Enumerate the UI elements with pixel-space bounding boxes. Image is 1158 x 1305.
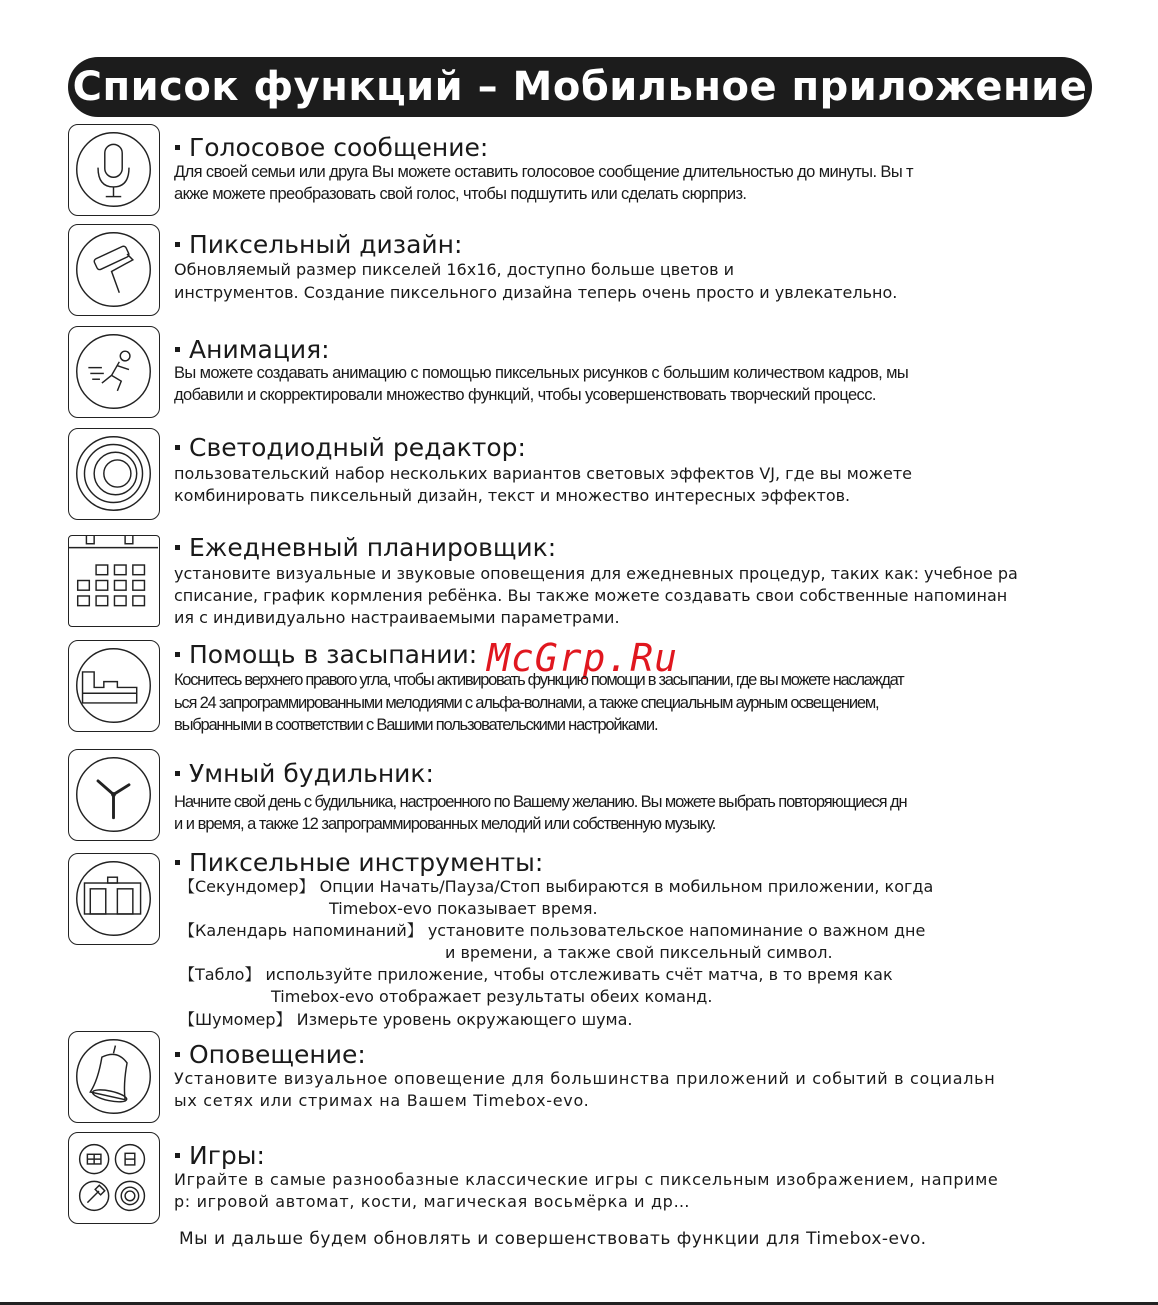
microphone-icon: [68, 124, 160, 216]
feature-text-line: комбинировать пиксельный дизайн, текст и множество интересных эффектов.: [174, 486, 851, 505]
feature-text-line: р: игровой автомат, кости, магическая восьмёрка и др…: [174, 1192, 691, 1211]
feature-text-line: пользовательский набор нескольких вариантов световых эффектов VJ, где вы можете: [174, 464, 913, 483]
feature-text-line: 【Календарь напоминаний】 установите пользовательское напоминание о важном дне: [179, 921, 926, 940]
feature-text-line: Вы можете создавать анимацию с помощью пиксельных рисунков с большим количеством кадров, мы: [174, 364, 909, 382]
feature-text-line: Timebox-evo показывает время.: [329, 899, 598, 918]
page-title: Список функций – Мобильное приложение: [72, 64, 1088, 110]
feature-text-line: выбранными в соответствии с Вашими пользовательскими настройками.: [174, 716, 658, 734]
feature-text-line: 【Табло】 используйте приложение, чтобы отслеживать счёт матча, в то время как: [179, 965, 893, 984]
feature-text-line: Для своей семьи или друга Вы можете оставить голосовое сообщение длительностью до минуты. Вы т: [174, 163, 914, 181]
concentric-rings-icon: [68, 428, 160, 520]
feature-text-line: Играйте в самые разнообазные классические игры с пиксельным изображением, наприме: [174, 1170, 999, 1189]
bed-icon: [68, 640, 160, 732]
feature-title-planner: Ежедневный планировщик:: [175, 533, 556, 562]
feature-text-line: инструментов. Создание пиксельного дизайна теперь очень просто и увлекательно.: [174, 283, 898, 302]
feature-title-alarm: Умный будильник:: [175, 759, 434, 788]
feature-text-line: акже можете преобразовать свой голос, чтобы подшутить или сделать сюрприз.: [174, 185, 747, 203]
games-grid-icon: [68, 1132, 160, 1224]
feature-text-line: Установите визуальное оповещение для большинства приложений и событий в социальн: [174, 1069, 996, 1088]
feature-text-line: и времени, а также свой пиксельный символ.: [445, 943, 833, 962]
calendar-icon: [68, 535, 160, 627]
feature-text-line: Коснитесь верхнего правого угла, чтобы активировать функцию помощи в засыпании, где вы можете наслаждат: [174, 671, 904, 689]
feature-title-pixel-design: Пиксельный дизайн:: [175, 230, 462, 259]
feature-text-line: ия с индивидуально настраиваемыми параметрами.: [174, 608, 620, 627]
feature-title-animation: Анимация:: [175, 335, 330, 364]
feature-text-line: 【Шумомер】 Измерьте уровень окружающего шума.: [179, 1010, 633, 1029]
feature-text-line: 【Секундомер】 Опции Начать/Пауза/Стоп выбираются в мобильном приложении, когда: [179, 877, 934, 896]
bell-icon: [68, 1031, 160, 1123]
feature-title-voice: Голосовое сообщение:: [175, 133, 488, 162]
feature-text-line: Timebox-evo отображает результаты обеих команд.: [271, 987, 713, 1006]
feature-text-line: ых сетях или стримах на Вашем Timebox-evo.: [174, 1091, 590, 1110]
pixel-tools-icon: [68, 853, 160, 945]
feature-title-games: Игры:: [175, 1141, 265, 1170]
feature-text-line: Начните свой день с будильника, настроенного по Вашему желанию. Вы можете выбрать повторяющиеся дн: [174, 793, 907, 811]
footer-note: Мы и дальше будем обновлять и совершенствовать функции для Timebox-evo.: [179, 1229, 927, 1249]
feature-title-led-editor: Светодиодный редактор:: [175, 433, 526, 462]
feature-title-notification: Оповещение:: [175, 1040, 366, 1069]
feature-text-line: установите визуальные и звуковые оповещения для ежедневных процедур, таких как: учебное ра: [174, 564, 1018, 583]
feature-text-line: и и время, а также 12 запрограммированных мелодий или собственную музыку.: [174, 815, 716, 833]
feature-title-pixel-tools: Пиксельные инструменты:: [175, 848, 543, 877]
feature-text-line: ься 24 запрограммированными мелодиями с альфа-волнами, а также специальным аурным освещением,: [174, 694, 879, 712]
clock-hands-icon: [68, 749, 160, 841]
header-banner: [68, 57, 1092, 117]
watermark: McGrp.Ru: [487, 636, 679, 680]
feature-text-line: Обновляемый размер пикселей 16x16, доступно больше цветов и: [174, 260, 735, 279]
feature-text-line: добавили и скорректировали множество функций, чтобы усовершенствовать творческий процесс.: [174, 386, 876, 404]
feature-title-sleep: Помощь в засыпании:: [175, 640, 477, 669]
running-figure-icon: [68, 326, 160, 418]
feature-text-line: списание, график кормления ребёнка. Вы также можете создавать свои собственные напоминан: [174, 586, 1008, 605]
paint-roller-icon: [68, 224, 160, 316]
